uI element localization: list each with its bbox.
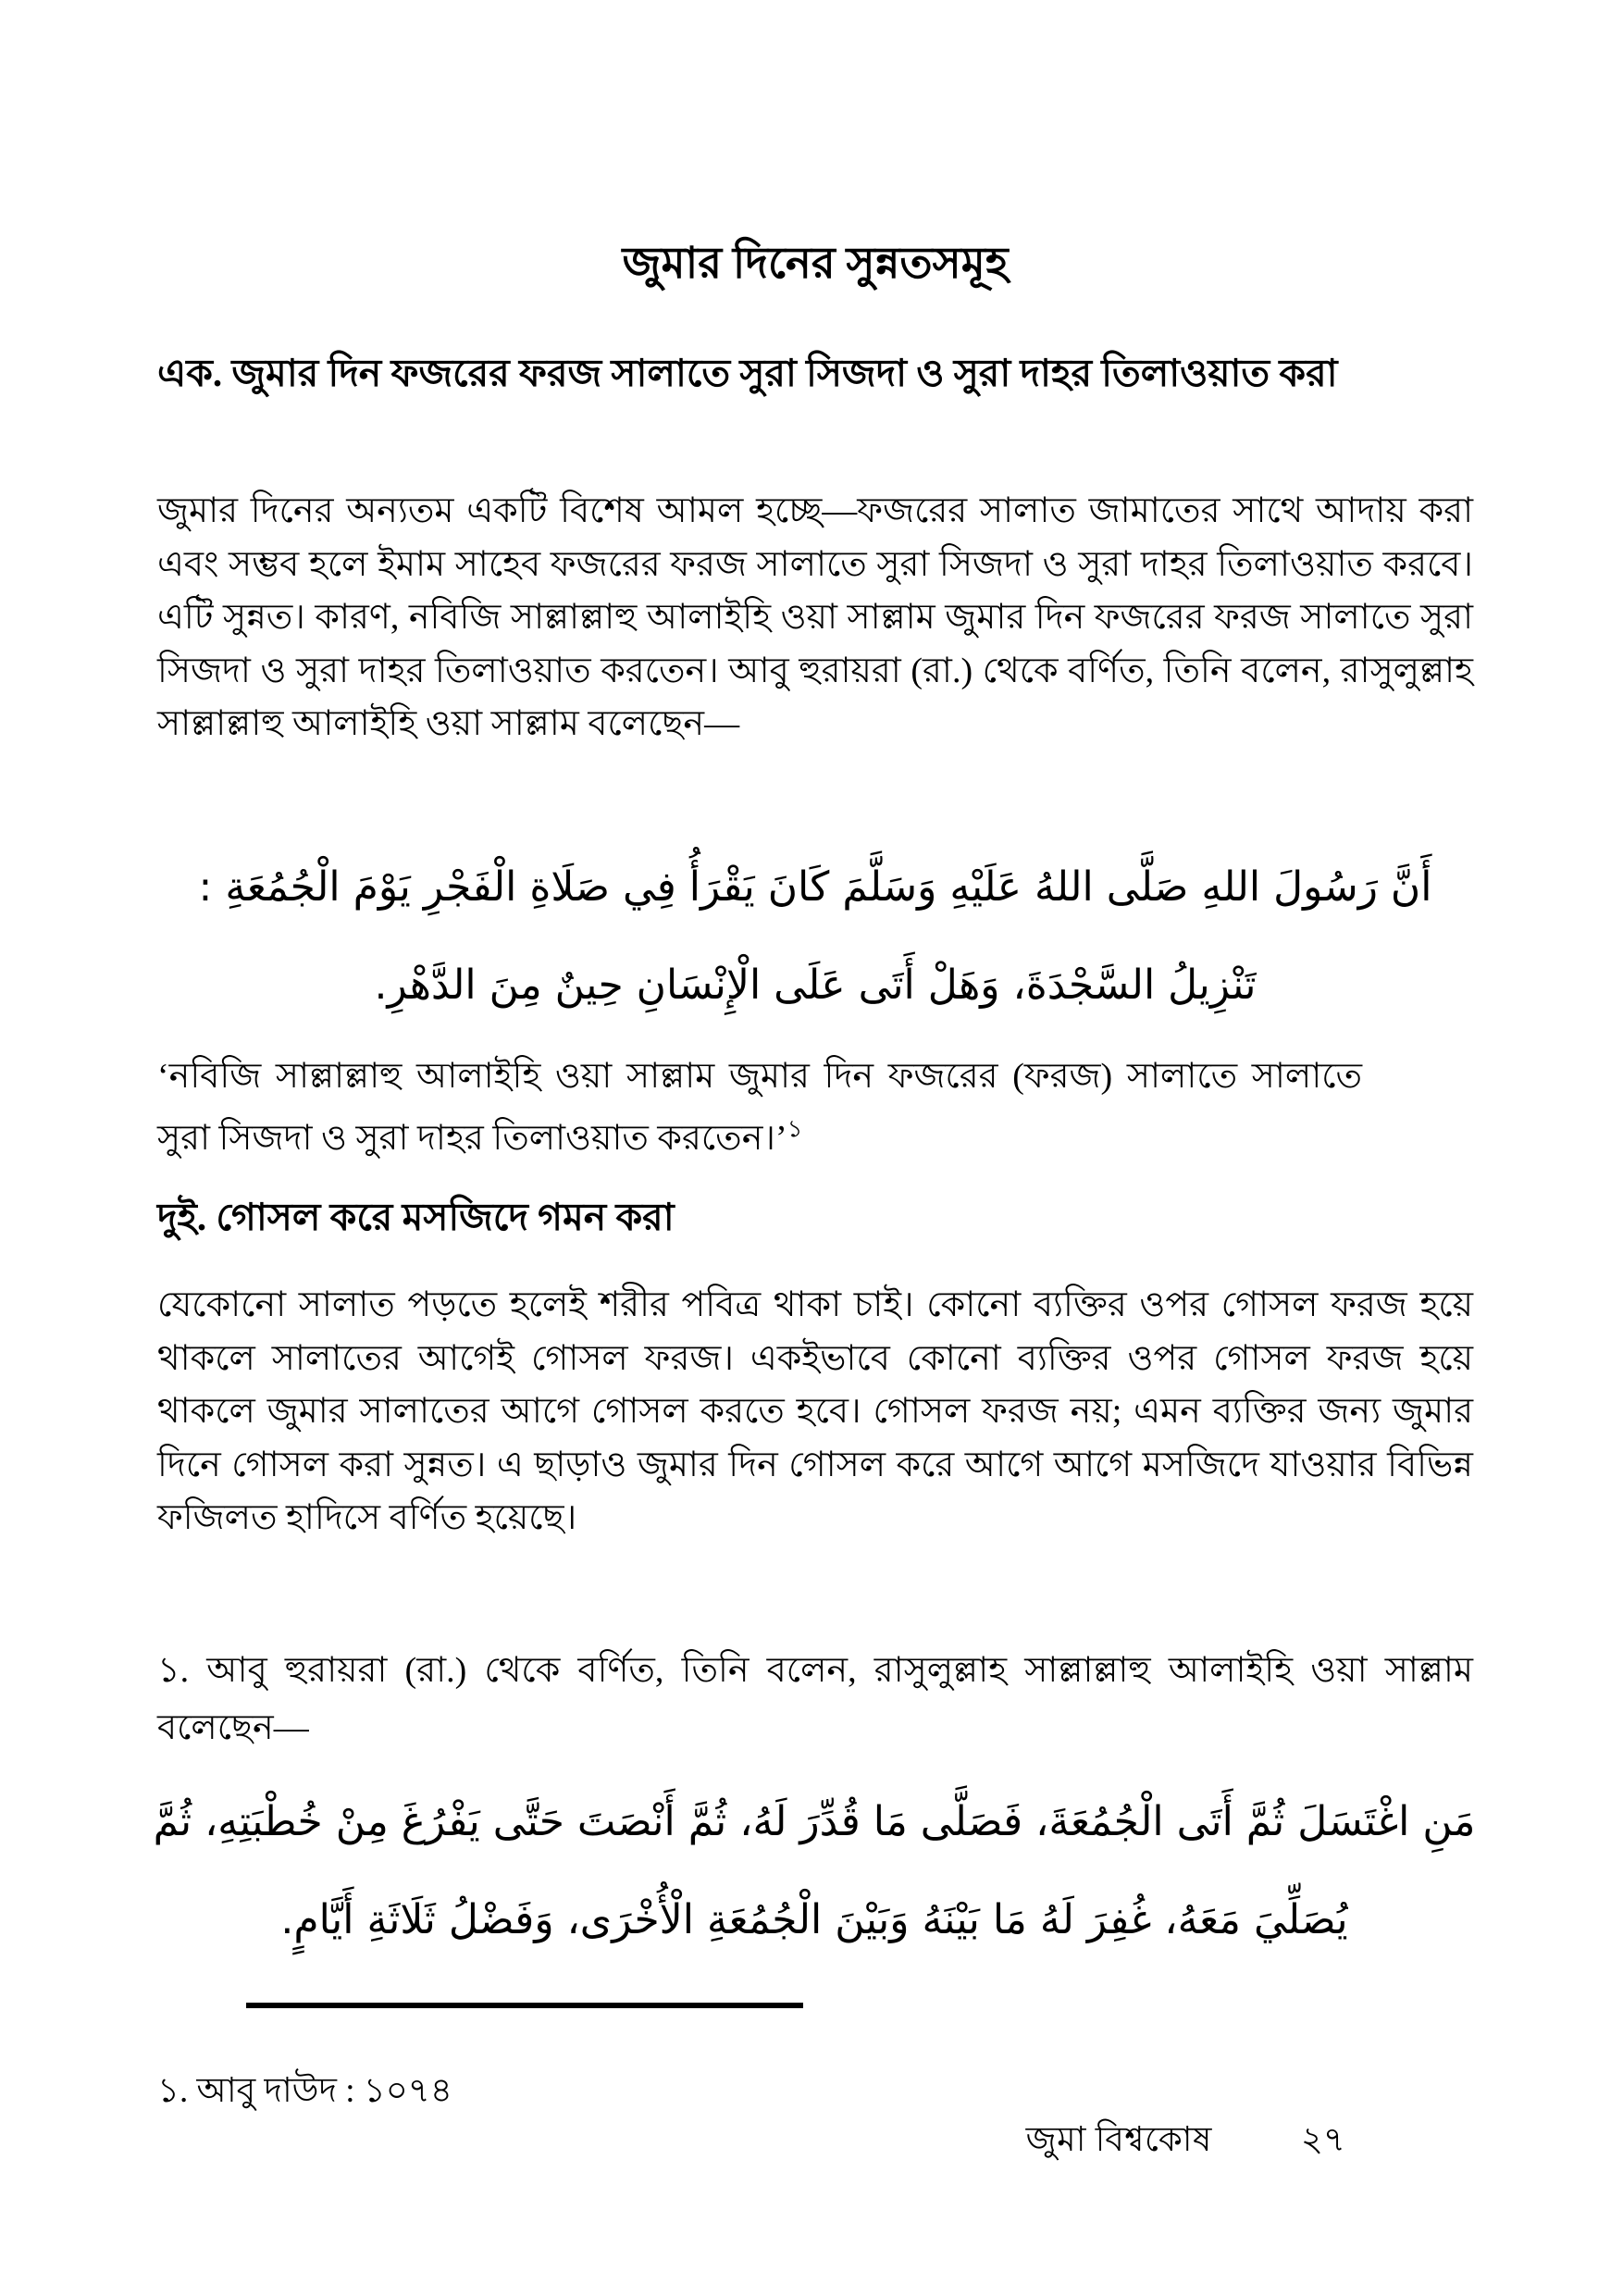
- section-one-heading: এক. জুমার দিন ফজরের ফরজ সালাতে সুরা সিজদা ও সুরা দাহর তিলাওয়াত করা: [157, 352, 1338, 395]
- arabic-quote-hadith-two: مَنِ اغْتَسَلَ ثُمَّ أَتَى الْجُمُعَةَ، فَصَلَّى مَا قُدِّرَ لَهُ، ثُمَّ أَنْصَتَ حَتَّى يَفْرُغَ مِنْ خُطْبَتِهِ، ثُمَّ يُصَلِّيَ مَعَهُ، غُفِرَ لَهُ مَا بَيْنَهُ وَبَيْنَ الْجُمُعَةِ الْأُخْرَى، وَفَضْلُ ثَلَاثَةِ أَيَّامٍ.: [153, 1798, 1476, 1943]
- section-two-point-one: ১. আবু হুরায়রা (রা.) থেকে বর্ণিত, তিনি বলেন, রাসুলুল্লাহ সাল্লাল্লাহু আলাইহি ওয়া সাল্লাম বলেছেন—: [157, 1651, 1473, 1747]
- footnote-reference-marker: ১: [787, 1115, 803, 1143]
- section-two-paragraph: যেকোনো সালাত পড়তে হলেই শরীর পবিত্র থাকা চাই। কোনো ব্যক্তির ওপর গোসল ফরজ হয়ে থাকলে সালাতের আগেই গোসল ফরজ। একইভাবে কোনো ব্যক্তির ওপর গোসল ফরজ হয়ে থাকলে জুমার সালাতের আগে গোসল করতে হবে। গোসল ফরজ নয়; এমন ব্যক্তির জন্য জুমার দিনে গোসল করা সুন্নত। এ ছাড়াও জুমার দিন গোসল করে আগে আগে মসজিদে যাওয়ার বিভিন্ন ফজিলত হাদিসে বর্ণিত হয়েছে।: [157, 1285, 1473, 1537]
- footnote-citation: ১. আবু দাউদ : ১০৭৪: [157, 2072, 452, 2110]
- footnote-divider-rule: [246, 2003, 803, 2008]
- hadith-one-translation: [157, 1046, 1473, 1170]
- section-two-heading: দুই. গোসল করে মসজিদে গমন করা: [157, 1196, 675, 1239]
- page-footer: [1026, 2112, 1345, 2170]
- arabic-quote-hadith-one: أَنَّ رَسُولَ اللهِ صَلَّى اللهُ عَلَيْهِ وَسَلَّمَ كَانَ يَقْرَأُ فِي صَلَاةِ الْفَجْرِ يَوْمَ الْجُمُعَةِ : تَنْزِيلُ السَّجْدَةَ، وَهَلْ أَتَى عَلَى الْإِنْسَانِ حِينٌ مِنَ الدَّهْرِ.: [198, 863, 1432, 1009]
- page-title: জুমার দিনের সুন্নতসমূহ: [622, 240, 1009, 289]
- footer-page-number: ২৭: [1300, 2121, 1345, 2159]
- hadith-one-translation-text: ‘নবিজি সাল্লাল্লাহু আলাইহি ওয়া সাল্লাম জুমার দিন ফজরের (ফরজ) সালাতে সালাতে সুরা সিজদা ও সুরা দাহর তিলাওয়াত করতেন।’: [157, 1057, 1362, 1158]
- section-one-paragraph: জুমার দিনের অন্যতম একটি বিশেষ আমল হচ্ছে—ফজরের সালাত জামাতের সাথে আদায় করা এবং সম্ভব হলে ইমাম সাহেব ফজরের ফরজ সালাতে সুরা সিজদা ও সুরা দাহর তিলাওয়াত করবে। এটি সুন্নত। কারণ, নবিজি সাল্লাল্লাহু আলাইহি ওয়া সাল্লাম জুমার দিন ফজরের ফরজ সালাতে সুরা সিজদা ও সুরা দাহর তিলাওয়াত করতেন। আবু হুরায়রা (রা.) থেকে বর্ণিত, তিনি বলেন, রাসুলুল্লাহ সাল্লাল্লাহু আলাইহি ওয়া সাল্লাম বলেছেন—: [157, 491, 1473, 743]
- footer-book-name: জুমা বিশ্বকোষ: [1025, 2121, 1212, 2159]
